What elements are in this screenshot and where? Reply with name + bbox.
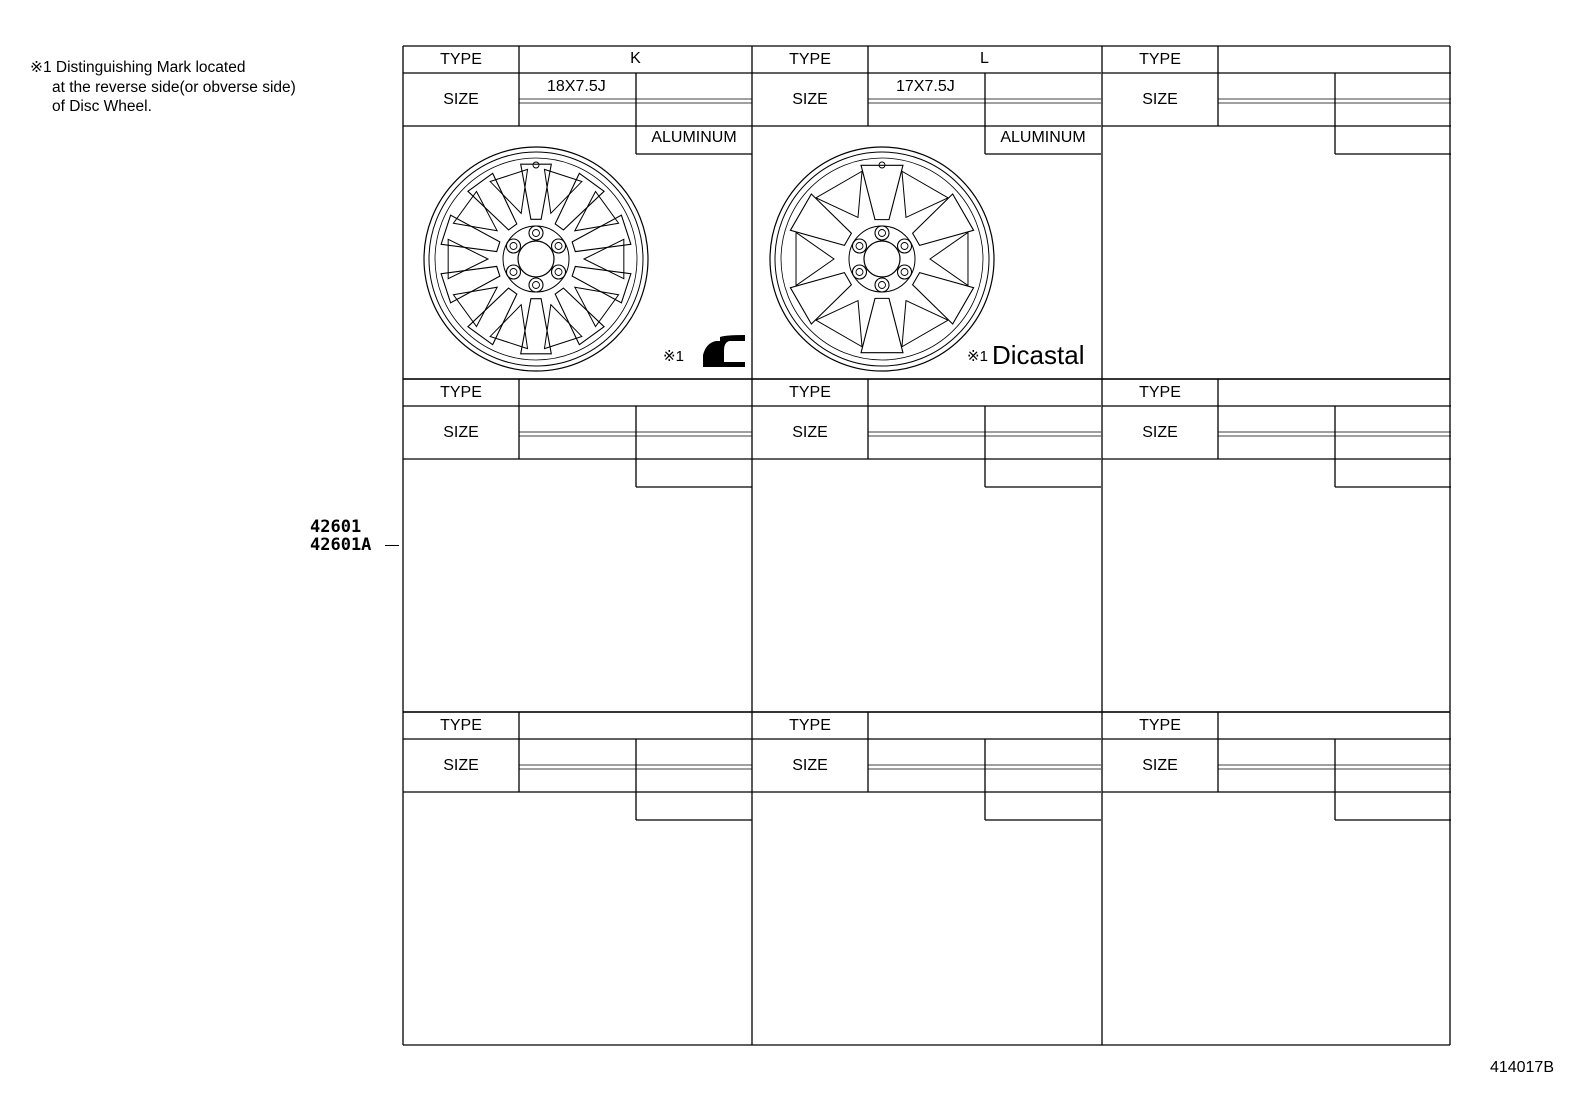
- type-value: L: [980, 50, 989, 67]
- footnote-line-3: of Disc Wheel.: [52, 98, 152, 115]
- distinguishing-mark-label: Dicastal: [992, 340, 1085, 370]
- size-label: SIZE: [792, 91, 828, 108]
- wheel-l-drawing: [770, 147, 994, 371]
- type-label: TYPE: [1139, 51, 1181, 68]
- type-label: TYPE: [789, 51, 831, 68]
- type-label: TYPE: [1139, 384, 1181, 401]
- size-label: SIZE: [1142, 424, 1178, 441]
- distinguishing-mark: ※1: [967, 348, 988, 365]
- footnote-line-2: at the reverse side(or obverse side): [52, 78, 296, 96]
- type-label: TYPE: [440, 717, 482, 734]
- size-label: SIZE: [792, 424, 828, 441]
- size-label: SIZE: [1142, 757, 1178, 774]
- type-value: K: [630, 50, 641, 67]
- part-number-2[interactable]: 42601A: [310, 535, 372, 555]
- k-mark-icon: [703, 335, 745, 367]
- part-number-1[interactable]: 42601: [310, 517, 362, 537]
- type-label: TYPE: [440, 384, 482, 401]
- material-value: ALUMINUM: [1000, 129, 1086, 146]
- size-value: 17X7.5J: [896, 78, 955, 95]
- type-label: TYPE: [440, 51, 482, 68]
- size-label: SIZE: [443, 91, 479, 108]
- size-label: SIZE: [443, 424, 479, 441]
- size-label: SIZE: [792, 757, 828, 774]
- size-label: SIZE: [1142, 91, 1178, 108]
- footnote-line-1: Distinguishing Mark located: [55, 59, 246, 76]
- drawing-code: 414017B: [1489, 1059, 1554, 1076]
- size-value: 18X7.5J: [547, 78, 606, 95]
- size-label: SIZE: [443, 757, 479, 774]
- type-label: TYPE: [789, 717, 831, 734]
- type-label: TYPE: [789, 384, 831, 401]
- type-label: TYPE: [1139, 717, 1181, 734]
- material-value: ALUMINUM: [651, 129, 737, 146]
- distinguishing-mark: ※1: [663, 348, 684, 365]
- footnote-mark: ※1: [30, 59, 52, 76]
- wheel-k-drawing: [424, 147, 648, 371]
